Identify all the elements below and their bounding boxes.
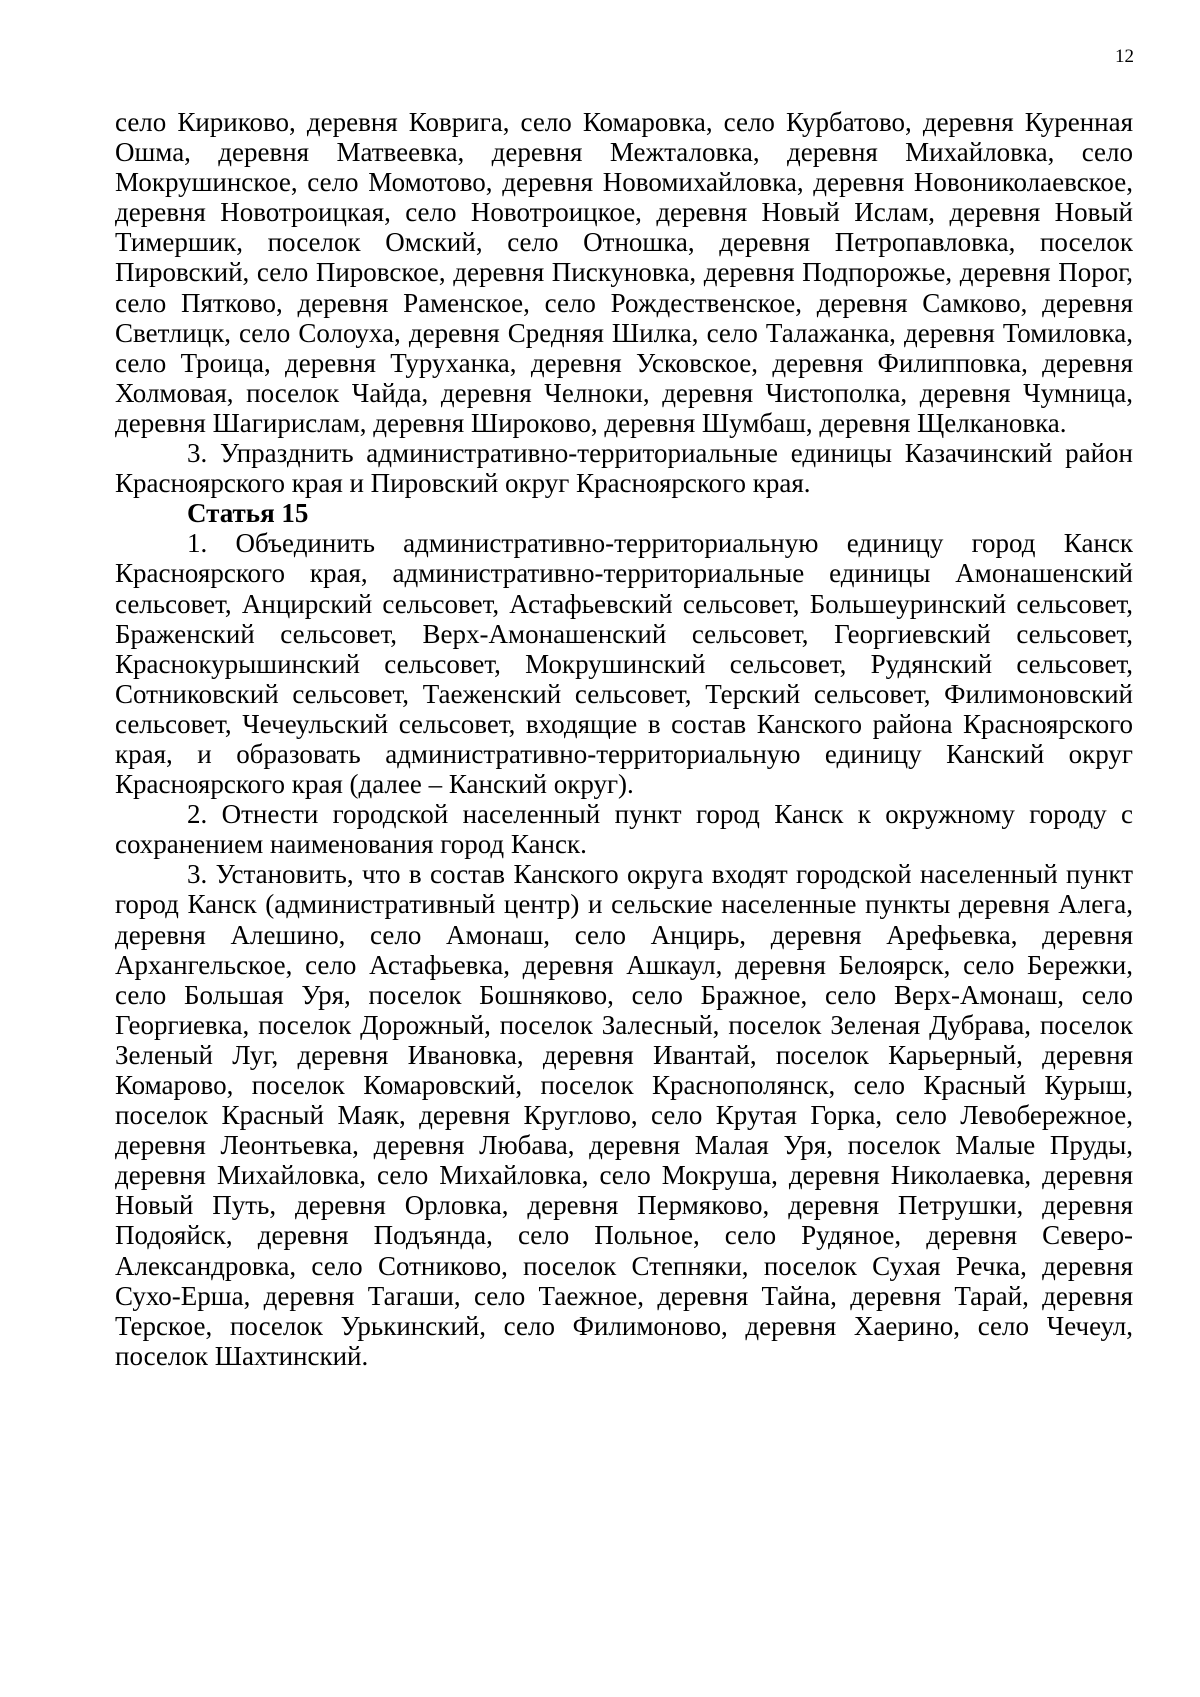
page-number: 12 bbox=[1115, 46, 1134, 67]
paragraph-continuation: село Кириково, деревня Коврига, село Комаровка, село Курбатово, деревня Куренная Ошма, деревня Матвеевка, деревня Межталовка, деревня Михайловка, село Мокрушинское, село Момотово, деревня Новомихайловка, деревня Новониколаевское, деревня Новотроицкая, село Новотроицкое, деревня Новый Ислам, деревня Новый Тимершик, поселок Омский, село Отношка, деревня Петропавловка, поселок Пировский, село Пировское, деревня Пискуновка, деревня Подпорожье, деревня Порог, село Пятково, деревня Раменское, село Рождественское, деревня Самково, деревня Светлицк, село Солоуха, деревня Средняя Шилка, село Талажанка, деревня Томиловка, село Троица, деревня Туруханка, деревня Усковское, деревня Филипповка, деревня Холмовая, поселок Чайда, деревня Челноки, деревня Чистополка, деревня Чумница, деревня Шагирислам, деревня Широково, деревня Шумбаш, деревня Щелкановка. bbox=[115, 107, 1133, 438]
article-item-3: 3. Установить, что в состав Канского округа входят городской населенный пункт город Канск (административный центр) и сельские населенные пункты деревня Алега, деревня Алешино, село Амонаш, село Анцирь, деревня Арефьевка, деревня Архангельское, село Астафьевка, деревня Ашкаул, деревня Белоярск, село Бережки, село Большая Уря, поселок Бошняково, село Бражное, село Верх-Амонаш, село Георгиевка, поселок Дорожный, поселок Залесный, поселок Зеленая Дубрава, поселок Зеленый Луг, деревня Ивановка, деревня Ивантай, поселок Карьерный, деревня Комарово, поселок Комаровский, поселок Краснополянск, село Красный Курыш, поселок Красный Маяк, деревня Круглово, село Крутая Горка, село Левобережное, деревня Леонтьевка, деревня Любава, деревня Малая Уря, поселок Малые Пруды, деревня Михайловка, село Михайловка, село Мокруша, деревня Николаевка, деревня Новый Путь, деревня Орловка, деревня Пермяково, деревня Петрушки, деревня Подояйск, деревня Подъянда, село Польное, село Рудяное, деревня Северо-Александровка, село Сотниково, поселок Степняки, поселок Сухая Речка, деревня Сухо-Ерша, деревня Тагаши, село Таежное, деревня Тайна, деревня Тарай, деревня Терское, поселок Урькинский, село Филимоново, деревня Хаерино, село Чечеул, поселок Шахтинский. bbox=[115, 859, 1133, 1371]
document-body bbox=[115, 107, 1133, 1371]
article-item-1: 1. Объединить административно-территориальную единицу город Канск Красноярского края, административно-территориальные единицы Амонашенский сельсовет, Анцирский сельсовет, Астафьевский сельсовет, Большеуринский сельсовет, Браженский сельсовет, Верх-Амонашенский сельсовет, Георгиевский сельсовет, Краснокурышинский сельсовет, Мокрушинский сельсовет, Рудянский сельсовет, Сотниковский сельсовет, Таеженский сельсовет, Терский сельсовет, Филимоновский сельсовет, Чечеульский сельсовет, входящие в состав Канского района Красноярского края, и образовать административно-территориальную единицу Канский округ Красноярского края (далее – Канский округ). bbox=[115, 528, 1133, 800]
paragraph-item-3-abolish: 3. Упразднить административно-территориальные единицы Казачинский район Красноярского края и Пировский округ Красноярского края. bbox=[115, 438, 1133, 499]
article-heading: Статья 15 bbox=[187, 498, 309, 529]
article-item-2: 2. Отнести городской населенный пункт город Канск к окружному городу с сохранением наименования город Канск. bbox=[115, 799, 1133, 860]
